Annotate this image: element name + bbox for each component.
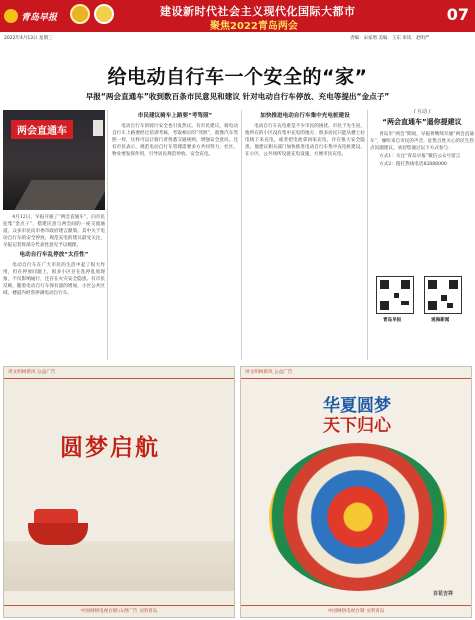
logo-mark-icon — [4, 9, 18, 23]
qr-caption: 青岛早报 — [383, 318, 402, 323]
ad-headline-line-1: 华夏圆梦 — [323, 396, 391, 416]
article-column-3 — [245, 110, 365, 360]
column-paragraph: 电动自行车的骑行安全也引发热议。有市民建议，骑电动自行车上路要经过培训考核，考取相应的“驾照”，就像汽车驾照一样，这样可以让骑行者熟悉交通规则，增强安全意识。还有市民表示，规范电动自行车管理需要多方共同努力，社区、物业要发挥作用，引导居民规范停放、安全充电。 — [112, 124, 238, 157]
ad-headline-line-2: 天下归心 — [323, 416, 391, 436]
column-divider — [241, 110, 242, 360]
emblem-icon — [70, 4, 90, 24]
headline: 给电动自行车一个安全的“家” — [107, 66, 368, 88]
section-label: 两会直通车 — [11, 120, 73, 139]
lead-photo — [3, 110, 105, 210]
column-divider — [107, 110, 108, 360]
ad-headline: 圆梦启航 — [60, 434, 160, 461]
ad-brand: 百花吉祥 — [432, 591, 453, 597]
column-paragraph: 电动自行车充电难是不少市民的困扰。市民于先生说，他所在的小区没有集中充电的地方，很多居民只能从楼上拉电线下来充电，或者把电池拿回家充电，存在很大安全隐患。他建议相关部门加快推进电动自行车集中充电桩建设，在小区、公共场所设置充电设施，方便市民充电。 — [245, 124, 365, 157]
public-service-ad — [3, 366, 235, 618]
public-service-ad — [240, 366, 472, 618]
column-paragraph: 电动自行车在广大市民的生活中起了很大作用，但在停放问题上，很多小区存在乱停乱放现象，不仅影响通行，还存在火灾安全隐患。有市民反映，随着电动自行车保有量的增加，小区公共区域、楼道内经常停满电动自行车。 — [3, 263, 105, 296]
staff-credits: 责编：宋家增 美编：王东 审读：赵明严 — [350, 36, 430, 41]
subheadline: 早报“两会直通车”收到数百条市民意见和建议 针对电动自行车停放、充电等提出“金点子” — [85, 92, 390, 101]
interaction-way-1: 方式1：关注“青岛早报”微信公众号留言 — [379, 154, 461, 159]
interaction-title: “两会直通车”遥你提建议 — [382, 118, 462, 126]
column-subhead: 加快推进电动自行车集中充电桩建设 — [260, 113, 350, 119]
qr-code-icon[interactable] — [376, 276, 414, 314]
intro-paragraph: 4月12日，早报开通了“两会直通车”，向市民征集“金点子”，搭建民意与两会间的一座交流通道。众多市民向市委市政府建言献策。其中关于电动自行车的安全停放、规范充电的建议最受关注，早报记者将部分代表性意见予以梳理。 — [3, 215, 105, 248]
photo-detail — [14, 180, 105, 210]
red-boat-icon — [28, 523, 88, 545]
qr-code-icon[interactable] — [424, 276, 462, 314]
interaction-kicker: / 互动 / — [413, 109, 431, 115]
ad-top-line: 讲文明树新风 公益广告 — [241, 369, 471, 379]
interaction-body — [370, 131, 474, 169]
qr-caption: 观海新闻 — [431, 318, 450, 323]
interaction-box — [370, 108, 474, 169]
brand-logo — [4, 6, 57, 26]
header-title-bottom: 聚焦2022青岛两会 — [210, 21, 298, 32]
page-number: 07 — [446, 5, 469, 24]
red-boat-icon — [34, 509, 78, 523]
ad-bottom-line: 中国网络电视台制 山西广告 文明青岛 — [4, 605, 234, 615]
article-column-1 — [3, 214, 105, 360]
article-column-2 — [112, 110, 238, 360]
ad-water — [4, 541, 235, 591]
photo-detail — [93, 120, 103, 136]
emblem-icon — [94, 4, 114, 24]
ad-top-line: 讲文明树新风 公益广告 — [4, 369, 234, 379]
paper-cut-flower-icon — [269, 443, 447, 591]
issue-date: 2022年4月13日 星期三 — [4, 36, 53, 41]
header-title-top: 建设新时代社会主义现代化国际大都市 — [160, 5, 356, 18]
brand-name: 青岛早报 — [21, 12, 58, 23]
interaction-text: 青岛市“两会”期间，早报将继续开通“两会直通车”，倾听来自市民的声音，征集百姓关心的民生热点问题建议。欢迎您通过以下方式参与： — [370, 132, 474, 151]
page-header — [0, 0, 475, 32]
interaction-way-2: 方式2：拨打热线电话82888000 — [379, 162, 447, 167]
column-subhead: 市民建议骑车上路要“考驾照” — [137, 113, 213, 119]
column-divider — [367, 110, 368, 360]
ad-bottom-line: 中国网络电视台制 文明青岛 — [241, 605, 471, 615]
column-subhead: 电动自行车乱停放“太任性” — [19, 252, 89, 258]
